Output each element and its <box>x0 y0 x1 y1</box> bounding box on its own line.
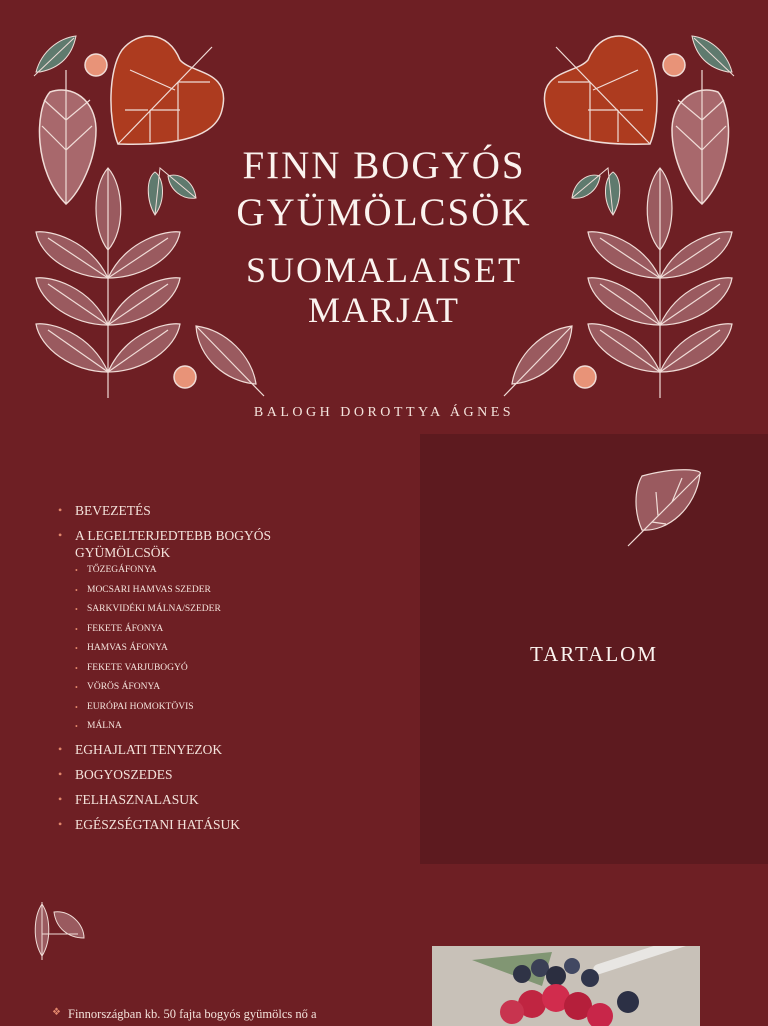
toc-subitem: • SARKVIDÉKI MÁLNA/SZEDER <box>75 604 358 615</box>
slide-title <box>120 142 648 236</box>
toc-list <box>58 502 358 841</box>
leaf-icon <box>504 326 572 396</box>
title-line-1: FINN BOGYÓS <box>242 144 526 187</box>
toc-subitem: • VÖRÖS ÁFONYA <box>75 682 358 693</box>
leaf-icon <box>20 894 120 994</box>
title-line-2: GYÜMÖLCSÖK <box>236 191 532 234</box>
toc-item: • FELHASZNALASUK <box>58 791 358 808</box>
leaf-icon <box>196 326 264 396</box>
diamond-bullet-icon: ❖ <box>52 1007 61 1018</box>
author-name: BALOGH DOROTTYA ÁGNES <box>253 405 515 420</box>
toc-heading: TARTALOM <box>529 642 659 666</box>
toc-subitem: • MOCSARI HAMVAS SZEDER <box>75 585 358 596</box>
right-heart-leaf-icon <box>544 36 657 144</box>
intro-paragraph <box>52 1007 317 1022</box>
toc-sublist <box>75 565 358 732</box>
toc-subitem: • FEKETE ÁFONYA <box>75 624 358 635</box>
title-slide <box>0 0 768 432</box>
leaf-icon <box>672 70 729 204</box>
toc-item: • A LEGELTERJEDTEBB BOGYÓS GYÜMÖLCSÖK <box>58 527 358 561</box>
toc-slide <box>0 432 768 864</box>
leaf-icon <box>34 36 76 76</box>
toc-subitem: • HAMVAS ÁFONYA <box>75 643 358 654</box>
leaf-icon <box>39 70 96 204</box>
toc-item: • BOGYOSZEDES <box>58 766 358 783</box>
left-heart-leaf-icon <box>111 36 224 144</box>
slide-subtitle <box>120 250 648 330</box>
toc-heading-panel <box>420 434 768 864</box>
berries-image <box>432 946 700 1026</box>
toc-item: • EGHAJLATI TENYEZOK <box>58 741 358 758</box>
berries-photo <box>432 946 700 1026</box>
toc-item: • BEVEZETÉS <box>58 502 358 519</box>
intro-paragraph-text: Finnországban kb. 50 fajta bogyós gyümölcs nő a <box>68 1007 317 1021</box>
toc-subitem: • FEKETE VARJUBOGYÓ <box>75 663 358 674</box>
subtitle-line-2: MARJAT <box>307 290 461 330</box>
content-slide <box>0 864 768 1024</box>
subtitle-line-1: SUOMALAISET <box>245 250 522 290</box>
toc-subitem: • MÁLNA <box>75 721 358 732</box>
toc-subitem: • EURÓPAI HOMOKTÖVIS <box>75 702 358 713</box>
leaf-icon <box>692 36 734 76</box>
toc-subitem: • TŐZEGÁFONYA <box>75 565 358 576</box>
toc-item: • EGÉSZSÉGTANI HATÁSUK <box>58 816 358 833</box>
leaf-icon <box>420 434 768 554</box>
